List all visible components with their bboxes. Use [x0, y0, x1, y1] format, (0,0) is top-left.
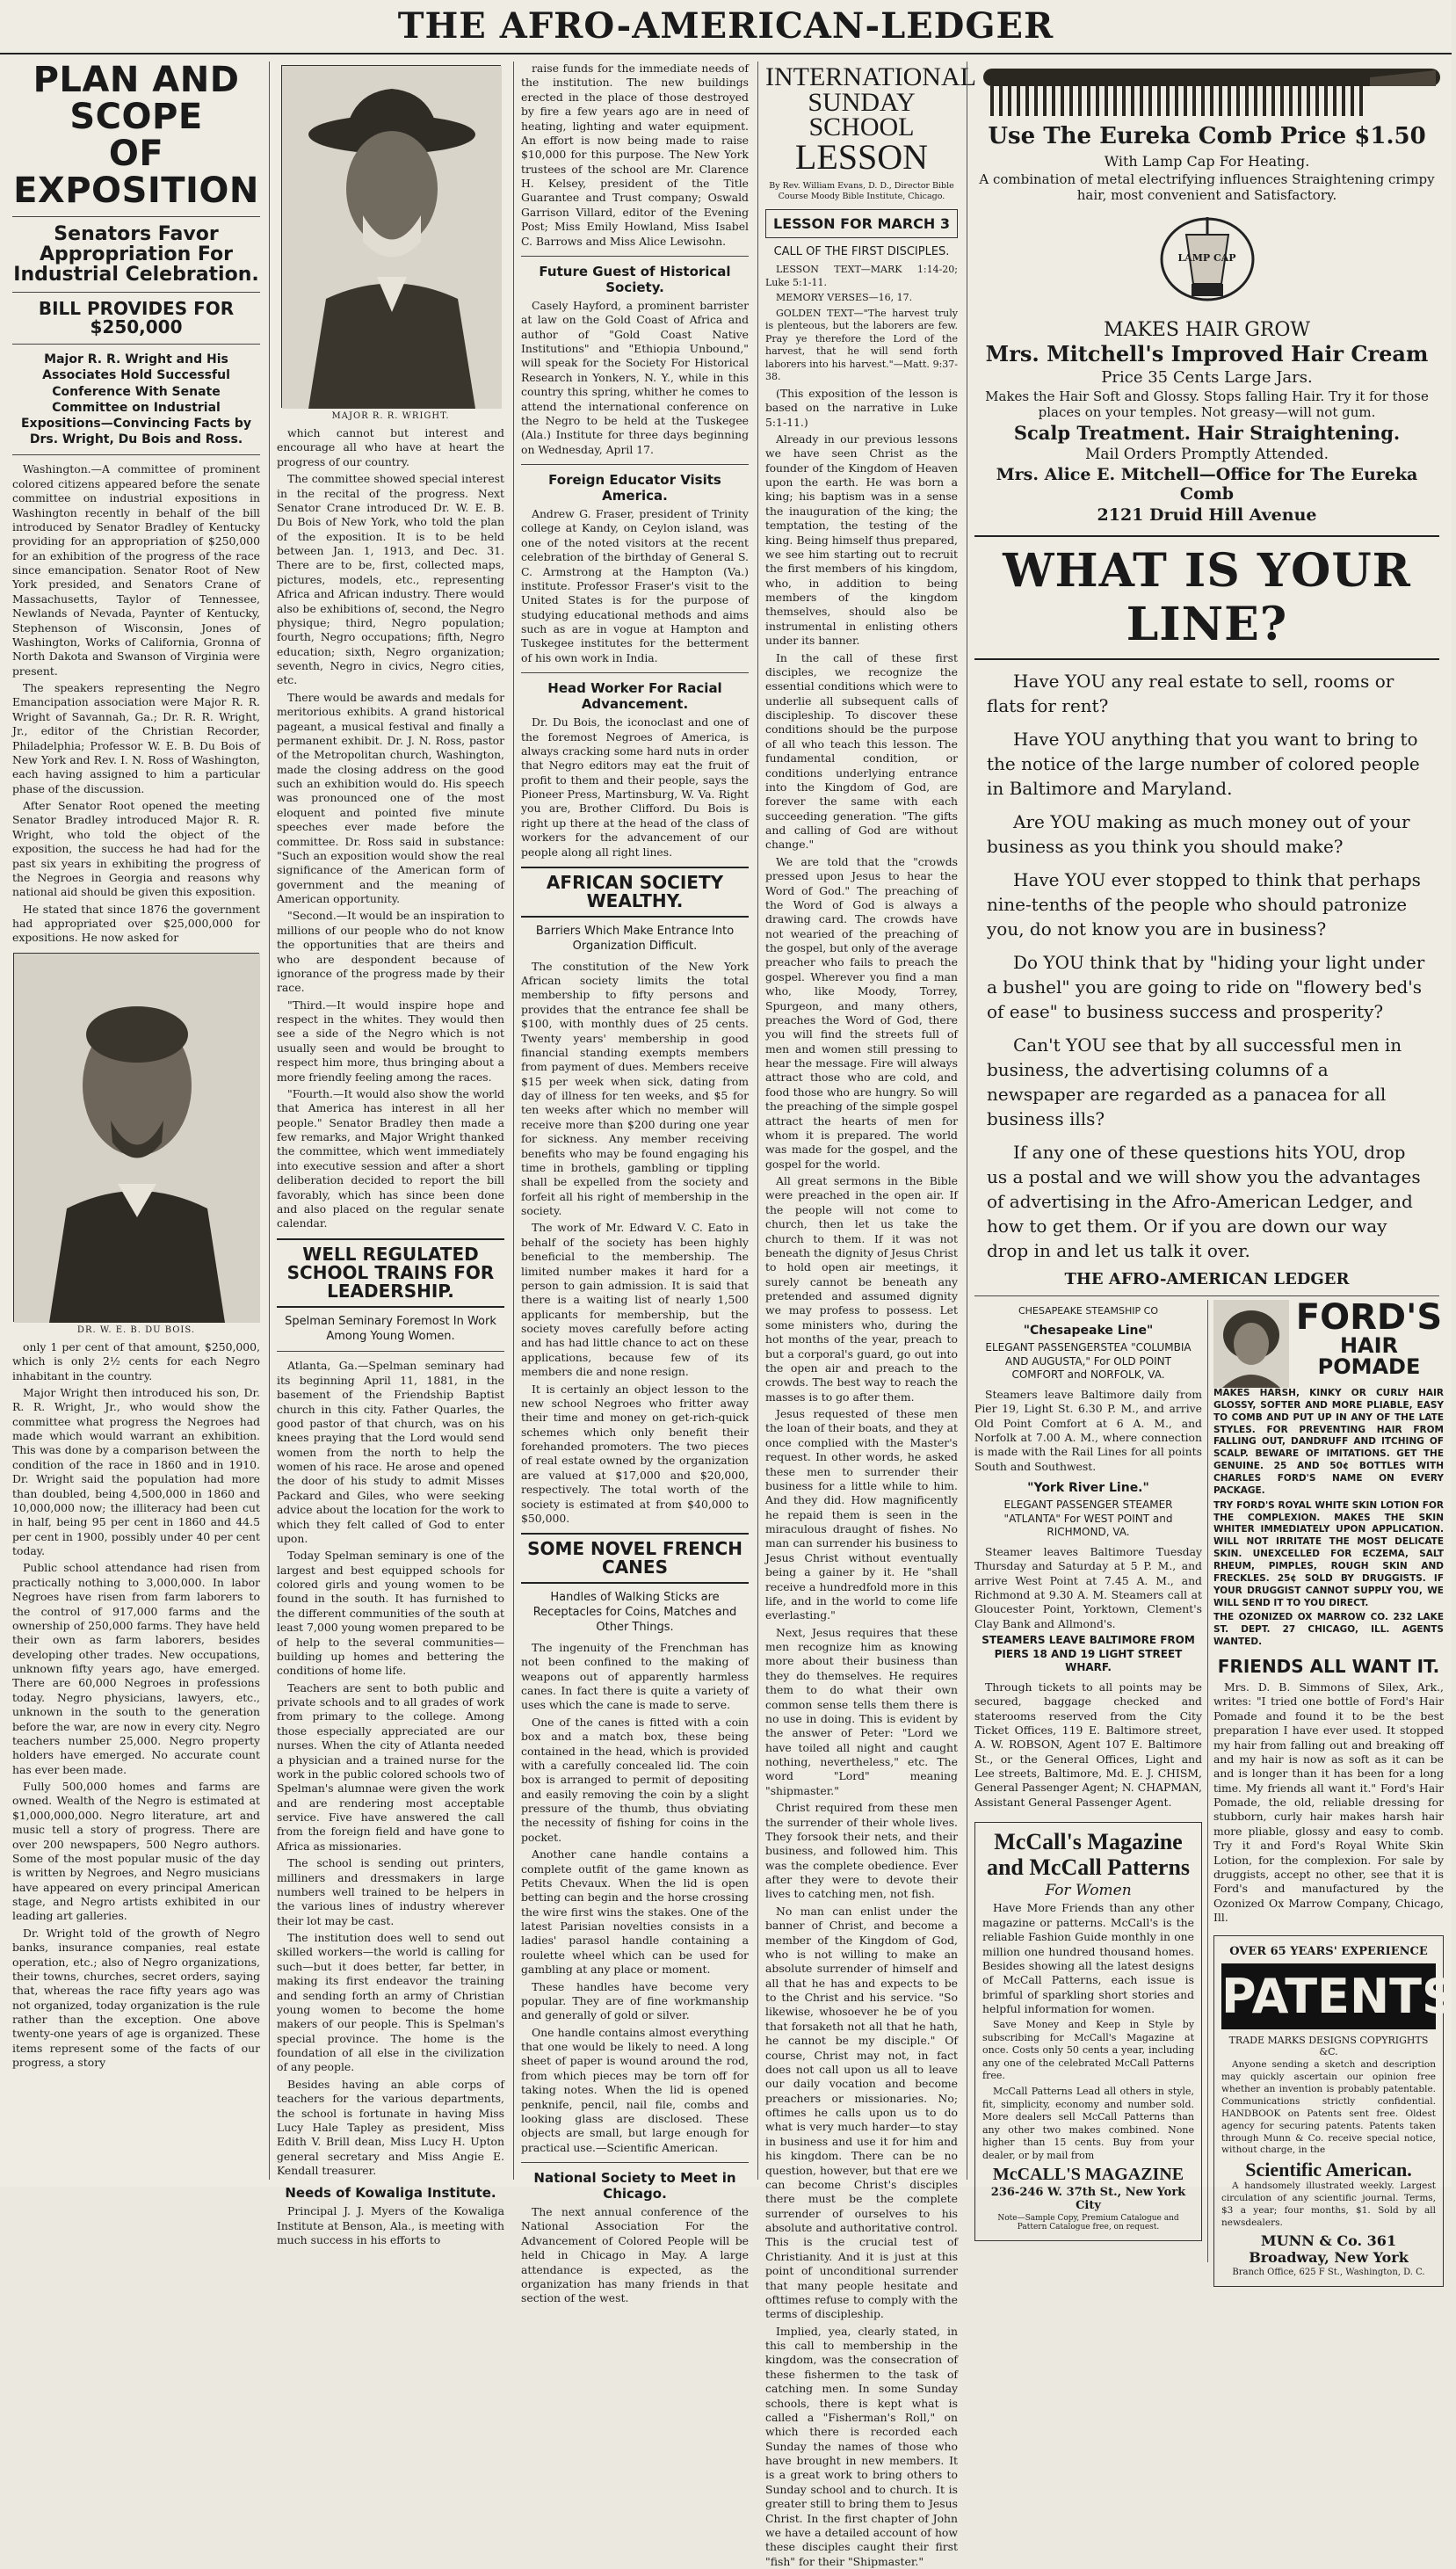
- article-paragraph: After Senator Root opened the meeting Senator Bradley introduced Major R. R. Wright, who told the object of the exposition, the success he had had for the past six years in exhibiting the progress of the Negroes in Georgia and reasons why national aid should be given this exposition.: [12, 799, 260, 899]
- article-paragraph: "Third.—It would inspire hope and respect in the whites. They would then see a side of the Negro which is not usually seen and would be brought to respect him more, thus bringing about a more friendly feeling among the races.: [277, 998, 504, 1084]
- hair-cream-benefits: Makes the Hair Soft and Glossy. Stops falling Hair. Try it for those places on your temples. Not greasy—will not gum.: [985, 388, 1429, 420]
- deck-major-wright: Major R. R. Wright and His Associates Hold Successful Conference With Senate Committee on Industrial Expositions—Convincing Facts by Drs. Wright, Du Bois and Ross.: [20, 352, 252, 447]
- headline-foreign-educator: Foreign Educator Visits America.: [548, 472, 721, 504]
- eureka-comb-headline: Use The Eureka Comb Price $1.50: [988, 123, 1426, 149]
- patents-ad: [1213, 1935, 1456, 2287]
- mccall-save: Save Money and Keep in Style by subscribing for McCall's Magazine at once. Costs only 50 cents a year, including any one of the celebrated McCall Patterns free.: [982, 2019, 1194, 2082]
- ad-question: If any one of these questions hits YOU, drop us a postal and we will show you the advantages of advertising in the Afro-American Ledger, and how to get them. Or if you are down our way drop in and let us talk it over.: [987, 1142, 1421, 1261]
- comb-icon: [983, 65, 1440, 120]
- sunday-school-title: [765, 62, 976, 177]
- headline-spelman: WELL REGULATED SCHOOL TRAINS FOR LEADERSHIP.: [277, 1238, 504, 1308]
- hair-cream-price: Price 35 Cents Large Jars.: [1101, 368, 1313, 387]
- article-paragraph: There would be awards and medals for meritorious exhibits. A grand historical pageant, a musical festival and finally a permanent exhibit. Dr. J. N. Ross, pastor of the Metropolitan church, Washington, made the closing address on the good such an exhibition would do. His speech was pronounced one of the most eloquent and pointed five minute speeches ever made before the committee. Dr. Ross said in substance: "Such an exposition would show the real significance of the American form of government and the meaning of American opportunity.: [277, 690, 504, 905]
- lesson-paragraph: (This exposition of the lesson is based on the narrative in Luke 5:1-11.): [765, 386, 958, 429]
- lesson-golden-text: GOLDEN TEXT—"The harvest truly is plenteous, but the laborers are few. Pray ye therefore the Lord of the harvest, that he will send forth laborers into his harvest."—Matt. 9:37-38.: [765, 307, 958, 383]
- article-paragraph: He stated that since 1876 the government had appropriated over $25,000,000 for expositions. He now asked for: [12, 902, 260, 945]
- lesson-paragraph: We are told that the "crowds pressed upon Jesus to hear the Word of God." The preaching of the Word of God is always a drawing card. The crowds have not wearied of the preaching of the gospel, but only of the average preacher who fails to preach the gospel. Wherever you find a man who, like Moody, Torrey, Spurgeon, and many others, preaches the Word of God, there you will find the streets full of men and women still pressing to hear the message. Fire will always attract those who are cold, and food those who are hungry. So will the preaching of the simple gospel attract the hearts of men for whom it is prepared. The world was made for the gospel, and the gospel for the world.: [765, 854, 958, 1171]
- article-paragraph: Major Wright then introduced his son, Dr. R. R. Wright, Jr., who would show the committee what progress the Negroes had made which would warrant an exhibition. This was done by a comparison between the condition of the race in 1860 and in 1910. Dr. Wright said the population had more than doubled, being 4,500,000 in 1860 and 10,000,000 now; the illiteracy had been cut in half, being 95 per cent in 1860 and 44.5 per cent in 1900, possibly under 40 per cent today.: [12, 1385, 260, 1558]
- patents-tail: A handsomely illustrated weekly. Largest circulation of any scientific journal. Terms, $3 a year; four months, $1. Sold by all newsdealers.: [1221, 2181, 1436, 2229]
- article-paragraph: Casely Hayford, a prominent barrister at law on the Gold Coast of Africa and author of "Gold Coast Native Institutions" and "Ethiopia Unbound," will speak for the Society For Historical Research in Yonkers, N. Y., while in this country this spring, whither he comes to attend the international conference on the Negro to be held at the Tuskegee (Ala.) Institute for three days beginning on Wednesday, April 17.: [521, 298, 749, 456]
- article-paragraph: Fully 500,000 homes and farms are owned. Wealth of the Negro is estimated at $1,000,000,000. Negro literature, art and music tell a story of progress. There are over 200 newspapers, 500 Negro authors. Some of the most popular music of the day is written by Negroes, and Negro musicians have appeared on every principal American stage, and Negro artists exhibited in our leading art galleries.: [12, 1780, 260, 1923]
- lesson-paragraph: Implied, yea, clearly stated, in this call to membership in the kingdom, was the consecration of these fishermen to the task of catching men. In some Sunday schools, there is kept what is called a "Fisherman's Roll," on which there is recorded each Sunday the names of those who have brought in new members. It is a great work to bring others to Sunday school and to church. It is greater still to bring them to Jesus Christ. In the first chapter of John we have a detailed account of how these disciples caught their first "fish" for their "Shipmaster.": [765, 2324, 958, 2568]
- hair-cream-address: 2121 Druid Hill Avenue: [1097, 505, 1317, 525]
- fords-company: THE OZONIZED OX MARROW CO. 232 LAKE ST. DEPT. 27 CHICAGO, ILL. AGENTS WANTED.: [1213, 1612, 1444, 1648]
- portrait-caption-wright: MAJOR R. R. WRIGHT.: [331, 411, 450, 421]
- subhead-french-canes: Handles of Walking Sticks are Receptacles for Coins, Matches and Other Things.: [532, 1591, 737, 1635]
- mccall-ad: [974, 1822, 1202, 2241]
- article-paragraph: "Fourth.—It would also show the world that America has interest in all her people." Senator Bradley then made a few remarks, and Major Wright thanked the committee, which went immediately into executive session and after a short deliberation decided to report the bill favorably, which has since been done and also placed on the regular senate calendar.: [277, 1086, 504, 1230]
- ssl-title-line-2: SUNDAY SCHOOL: [808, 87, 916, 142]
- mccall-address: 236-246 W. 37th St., New York City: [990, 2186, 1186, 2213]
- headline-french-canes: SOME NOVEL FRENCH CANES: [521, 1533, 749, 1584]
- article-paragraph: Besides having an able corps of teachers for the various departments, the school is fortunate in having Miss Lucy Hale Tapley as president, Miss Edith V. Brill dean, Miss Lucy H. Upton general secretary and Miss Angie E. Kendall treasurer.: [277, 2077, 504, 2178]
- lesson-paragraph: Christ required from these men the surrender of their whole lives. They forsook their nets, and their business, and followed him. This was the complete obedience. Ever after they were to devote their lives to catching men, not fish.: [765, 1801, 958, 1901]
- column-5-ads: [967, 62, 1456, 2277]
- chesapeake-tickets: Through tickets to all points may be secured, baggage checked and staterooms reserved from the City Ticket Offices, 119 E. Baltimore street, A. W. ROBSON, Agent 107 E. Baltimore St., or the General Offices, Light and Lee streets, Baltimore, Md. E. J. CHISM, General Passenger Agent; N. CHAPMAN, Assistant General Passenger Agent.: [974, 1680, 1202, 1809]
- masthead: THE AFRO-AMERICAN-LEDGER: [0, 5, 1452, 54]
- mccall-for-women: For Women: [1045, 1882, 1132, 1900]
- headline-african-society: AFRICAN SOCIETY WEALTHY.: [521, 867, 749, 918]
- lesson-paragraph: Already in our previous lessons we have seen Christ as the founder of the Kingdom of Heaven upon the earth. He was born a king; his baptism was in a sense the inauguration of the king; the temptation, the testing of the king. Being himself thus prepared, we see him starting out to recruit the first members of his kingdom, who, in addition to being members of the kingdom themselves, should also be instrumental in enlisting others under its banner.: [765, 432, 958, 648]
- article-paragraph: The work of Mr. Edward V. C. Eato in behalf of the society has been highly beneficial to the membership. The limited number makes it hard for a person to gain admission. It is said that there is a waiting list of nearly 1,500 applicants for membership, but the society moves carefully before acting and has had little chance to act on these applications, because few of its members die and none resign.: [521, 1221, 749, 1379]
- ssl-title-line-3: LESSON: [794, 136, 929, 177]
- headline-historical-society: Future Guest of Historical Society.: [539, 263, 731, 295]
- patents-experience: OVER 65 YEARS' EXPERIENCE: [1229, 1945, 1428, 1959]
- portrait-major-wright: [281, 65, 501, 408]
- article-paragraph: which cannot but interest and encourage all who have at heart the progress of our country.: [277, 426, 504, 468]
- headline-line-2: OF EXPOSITION: [13, 134, 259, 211]
- lesson-date-box: LESSON FOR MARCH 3: [765, 209, 958, 238]
- fords-woman-portrait-icon: [1213, 1300, 1289, 1388]
- article-paragraph: It is certainly an object lesson to the new school Negroes who fritter away their time and money on get-rich-quick schemes which only benefit their forehanded promoters. The two pieces of real estate owned by the organization are valued at $17,000 and $20,000, respectively. The total worth of the society is estimated at from $40,000 to $50,000.: [521, 1382, 749, 1525]
- headline-head-worker: Head Worker For Racial Advancement.: [547, 680, 722, 713]
- lower-ads-left: [974, 1300, 1208, 2262]
- friends-testimonial: Mrs. D. B. Simmons of Silex, Ark., writes: "I tried one bottle of Ford's Hair Pomade and found it to be the best preparation I have ever used. It stopped my hair from falling out and breaking off and my hair is now as soft as it can be and is longer than it has been for a long time. My friends all want it." Ford's Hair Pomade, the old, reliable dressing for stubborn, curly hair makes harsh hair more pliable, glossy and easy to comb. Try it and Ford's Royal White Skin Lotion, for the complexion. For sale by druggists, accept no other, see that it is Ford's and manufactured by the Ozonized Ox Marrow Company, Chicago, Ill.: [1213, 1680, 1444, 1925]
- article-paragraph: Today Spelman seminary is one of the largest and best equipped schools for colored girls and young women to be found in the south. It has furnished to the different communities of the south at least 7,000 young women prepared to be of help to the several communities—building up homes and bettering the conditions of home life.: [277, 1549, 504, 1678]
- headline-line-1: PLAN AND SCOPE: [33, 60, 240, 137]
- headline-plan-scope: [12, 62, 260, 209]
- ad-question: Do YOU think that by "hiding your light under a bushel" you are going to ride on "flowery bed's of ease" to business success and prosperity?: [987, 952, 1425, 1022]
- article-paragraph: The ingenuity of the Frenchman has not been confined to the making of weapons out of apparently harmless canes. In fact there is quite a variety of uses which the cane is made to serve.: [521, 1640, 749, 1712]
- hair-cream-product: Mrs. Mitchell's Improved Hair Cream: [985, 341, 1429, 366]
- munn-branch: Branch Office, 625 F St., Washington, D. C.: [1232, 2267, 1425, 2277]
- headline-kowaliga: Needs of Kowaliga Institute.: [285, 2185, 496, 2202]
- article-paragraph: "Second.—It would be an inspiration to millions of our people who do not know the opportunities that are theirs and who are despondent because of ignorance of the progress made by their race.: [277, 909, 504, 995]
- article-paragraph: Andrew G. Fraser, president of Trinity college at Kandy, on Ceylon island, was one of the noted visitors at the recent celebration of the birthday of General S. C. Armstrong at the Hampton (Va.) institute. Professor Fraser's visit to the United States is for the purpose of studying educational methods and aims such as are in vogue at Hampton and Tuskegee institutes for the betterment of his own work in India.: [521, 507, 749, 664]
- ad-question: Can't YOU see that by all successful men in business, the advertising columns of a newspaper are regarded as a panacea for all business ills?: [987, 1034, 1402, 1129]
- article-paragraph: The constitution of the New York African society limits the total membership to fifty persons and provides that the entrance fee shall be $100, with monthly dues of 25 cents. Twenty years' membership in good financial standing exempts members from payment of dues. Members receive $15 per week when sick, dating from day of illness for ten weeks, and $5 for ten weeks after which no member will receive more than $200 during one year for sickness. Any member receiving benefits who may be found engaging his time in brothels, gambling or tippling shall be expelled from the society and forfeit all his right of membership in the society.: [521, 959, 749, 1218]
- fords-royal-white: TRY FORD'S ROYAL WHITE SKIN LOTION FOR THE COMPLEXION. MAKES THE SKIN WHITER IMMEDIATELY UPON APPLICATION. WILL NOT IRRITATE THE MOST DELICATE SKIN. UNEXCELLED FOR ECZEMA, SALT RHEUM, PIMPLES, ROUGH SKIN AND FRECKLES. 25¢ SOLD BY DRUGGISTS. IF YOUR DRUGGIST CANNOT SUPPLY YOU, WE WILL SEND IT TO YOU DIRECT.: [1213, 1499, 1444, 1608]
- lower-ads-right: [1213, 1297, 1456, 2277]
- hair-cream-office: Mrs. Alice E. Mitchell—Office for The Eureka Comb: [996, 465, 1418, 504]
- hair-cream-treatment: Scalp Treatment. Hair Straightening.: [1013, 422, 1401, 444]
- mccall-title: McCall's Magazine and McCall Patterns: [986, 1829, 1191, 1880]
- article-paragraph: Principal J. J. Myers of the Kowaliga Institute at Benson, Ala., is meeting with much success in his efforts to: [277, 2204, 504, 2247]
- lesson-paragraph: Next, Jesus requires that these men recognize him as knowing more about their business than they do themselves. He requires them to do what their own common sense tells them there is no use in doing. This is evident by the answer of Peter: "Lord we have toiled all night and caught nothing, nevertheless," etc. The word "Lord" meaning "shipmaster.": [765, 1625, 958, 1797]
- lesson-memory-verses: MEMORY VERSES—16, 17.: [776, 292, 913, 304]
- ad-question: Are YOU making as much money out of your business as you think you should make?: [987, 811, 1410, 857]
- article-paragraph: The next annual conference of the National Association For the Advancement of Colored People will be held in Chicago in May. A large attendance is expected, as the organization has many friends in that section of the west.: [521, 2205, 749, 2305]
- portrait-wright-illustration: [282, 66, 502, 409]
- article-paragraph: Public school attendance had risen from practically nothing to 3,000,000. In labor Negroes have risen from farm laborers to the control of 917,000 farms and the ownership of 250,000 farms. They have held their own as farm laborers, besides developing other trades. New occupations, unknown fifty years ago, have emerged. There are 60,000 Negroes in professions today. Negro physicians, lawyers, etc., unknown in the south to the generation before the war, are now in every city. Negro teachers number 25,000. Negro property holders have emerged. No accurate count has ever been made.: [12, 1561, 260, 1776]
- fords-title: [1294, 1297, 1444, 1388]
- patents-body: Anyone sending a sketch and description may quickly ascertain our opinion free whether an invention is probably patentable. Communications strictly confidential. HANDBOOK on Patents sent free. Oldest agency for securing patents. Patents taken through Munn & Co. receive special notice, without charge, in the: [1221, 2059, 1436, 2156]
- article-paragraph: Another cane handle contains a complete outfit of the game known as Petits Chevaux. When the lid is open betting can begin and the horse crossing the wire first wins the stakes. One of the latest Parisian novelties consists in a ladies' parasol handle containing a roulette wheel which can be used for gambling at any place or moment.: [521, 1847, 749, 1977]
- lesson-paragraph: In the call of these first disciples, we recognize the essential conditions which were to underlie all subsequent calls of discipleship. To discover these conditions should be the purpose of all who teach this lesson. The fundamental condition, or conditions underlying entrance into the Kingdom of God, are forever the same with each succeeding generation. "The gifts and calling of God are without change.": [765, 650, 958, 852]
- article-paragraph: Atlanta, Ga.—Spelman seminary had its beginning April 11, 1881, in the basement of the Friendship Baptist church in this city. Father Quarles, the good pastor of that church, was on his knees praying that the Lord would send women from the north to help the women of his race. He arose and opened the door of his study to admit Misses Packard and Giles, who were seeking advice about the location for the work to which they felt called of God to enter upon.: [277, 1359, 504, 1545]
- lower-ads-area: [974, 1295, 1456, 2277]
- mccall-company: McCALL'S MAGAZINE: [992, 2165, 1184, 2185]
- fords-desc: MAKES HARSH, KINKY OR CURLY HAIR GLOSSY, SOFTER AND MORE PLIABLE, EASY TO COMB AND PUT UP IN ANY OF THE LATE STYLES. FOR PREVENTING HAIR FROM FALLING OUT, DANDRUFF AND ITCHING OF SCALP. BEWARE OF IMITATIONS. GET THE GENUINE. 25 AND 50¢ BOTTLES WITH CHARLES FORD'S NAME ON EVERY PACKAGE.: [1213, 1388, 1444, 1496]
- york-river-schedule: Steamer leaves Baltimore Tuesday Thursday and Saturday at 5 P. M., and arrive West Point at 7.45 A. M., and Richmond at 9.30 A. M. Steamers call at Gloucester Point, Yorktown, Clement's Clay Bank and Allmond's.: [974, 1544, 1202, 1630]
- article-paragraph: The school is sending out printers, milliners and dressmakers in large numbers well trained to be helpers in the various lines of industry wherever their lot may be cast.: [277, 1856, 504, 1927]
- article-paragraph: These handles have become very popular. They are of fine workmanship and generally of gold or silver.: [521, 1979, 749, 2022]
- lamp-cap-label: LAMP CAP: [1177, 252, 1236, 264]
- column-2: [269, 62, 511, 2247]
- subhead-senators: Senators Favor Appropriation For Industrial Celebration.: [13, 223, 259, 287]
- ad-question: Have YOU anything that you want to bring to the notice of the large number of colored people in Baltimore and Maryland.: [987, 729, 1420, 799]
- mccall-body: Have More Friends than any other magazine or patterns. McCall's is the reliable Fashion Guide monthly in one million one hundred thousand homes. Besides showing all the latest designs of McCall Patterns, each issue is brimful of sparkling short stories and helpful information for women.: [982, 1901, 1194, 2016]
- makes-hair-grow: MAKES HAIR GROW: [1103, 319, 1311, 341]
- article-paragraph: Teachers are sent to both public and private schools and to all grades of work from primary to the college. Among those especially appreciated are our nurses. When the city of Atlanta needed a physician and a trained nurse for the work in the public colored schools two of Spelman's alumnae were given the work and are rendering most acceptable service. Five have answered the call from the foreign field and have gone to Africa as missionaries.: [277, 1680, 504, 1853]
- article-paragraph: One handle contains almost everything that one would be likely to need. A long sheet of paper is wound around the rod, from which pieces may be torn off for taking notes. When the lid is opened penknife, pencil, nail file, combs and looking glass are disclosed. These objects are small, but large enough for practical use.—Scientific American.: [521, 2025, 749, 2154]
- article-paragraph: Dr. Du Bois, the iconoclast and one of the foremost Negroes of America, is always cracking some hard nuts in order that Negro editors may eat the fruit of profit to them and their people, says the Pioneer Press, Martinsburg, W. Va. Right you are, Brother Clifford. Du Bois is right up there at the head of the class of workers for the advancement of our people along all right lines.: [521, 715, 749, 859]
- article-paragraph: The committee showed special interest in the recital of the progress. Next Senator Crane introduced Dr. W. E. B. Du Bois of New York, who told the plan of the exposition. It is to be held between Jan. 1, 1913, and Dec. 31. There are to be, first, collected maps, pictures, models, etc., representing Africa and African industry. There would also be exhibitions of, second, the Negro physique; third, Negro population; fourth, Negro occupations; fifth, Negro education; sixth, Negro organization; seventh, Negro in civics, Negro cities, etc.: [277, 472, 504, 687]
- friends-all-want-it: FRIENDS ALL WANT IT.: [1217, 1656, 1440, 1678]
- headline-national-society: National Society to Meet in Chicago.: [533, 2170, 736, 2203]
- article-paragraph: One of the canes is fitted with a coin box and a match box, these being contained in the head, which is provided with a carefully concealed lid. The coin box is arranged to permit of depositing and easily removing the coin by a slight pressure of the thumb, thus obviating the necessity of fishing for coins in the pocket.: [521, 1715, 749, 1844]
- column-4: [757, 62, 976, 2568]
- fords-title-line-1: FORD'S: [1295, 1297, 1443, 1338]
- portrait-caption-du-bois: DR. W. E. B. DU BOIS.: [76, 1324, 196, 1335]
- chesapeake-ships: ELEGANT PASSENGERSTEA "COLUMBIA AND AUGUSTA," For OLD POINT COMFORT and NORFOLK, VA.: [985, 1341, 1192, 1382]
- article-paragraph: Dr. Wright told of the growth of Negro banks, insurance companies, real estate operation, etc.; also of Negro organizations, their towns, churches, secret orders, saying that, whereas the race fifty years ago was not organized, today organization is the rule rather than the exception. One above twenty-one years of age is organized. These items represent some of the facts of our progress, a story: [12, 1926, 260, 2070]
- ad-question: Have YOU any real estate to sell, rooms or flats for rent?: [987, 671, 1394, 716]
- what-is-your-line-signature: THE AFRO-AMERICAN LEDGER: [1064, 1270, 1350, 1288]
- lesson-text-ref: LESSON TEXT—MARK 1:14-20; Luke 5:1-11.: [765, 264, 958, 288]
- article-paragraph: The speakers representing the Negro Emancipation association were Major R. R. Wright of Savannah, Ga.; Dr. R. R. Wright, Jr., editor of the Christian Recorder, Philadelphia; Professor W. E. B. Du Bois of New York and Rev. I. N. Ross of Washington, each having assigned to him a particular phase of the discussion.: [12, 681, 260, 795]
- column-3: [513, 62, 756, 2305]
- mccall-note: Note—Sample Copy, Premium Catalogue and Pattern Catalogue free, on request.: [997, 2214, 1179, 2232]
- lesson-paragraph: Jesus requested of these men the loan of their boats, and they at once complied with the Master's request. In other words, he asked these men to surrender their business for a little while to him. And they did. How magnificently he repaid them is seen in the miraculous draught of fishes. No man can surrender his business to Jesus Christ without eventually being a gainer by it. He "shall receive a hundredfold more in this life, and in the world to come life everlasting.": [765, 1407, 958, 1622]
- column-1: [5, 62, 267, 2180]
- chesapeake-schedule: Steamers leave Baltimore daily from Pier 19, Light St. 6.30 P. M., and arrive Old Point Comfort at 6 A. M., and Norfolk at 7.00 A. M., where connection is made with the Rail Lines for all points South and Southwest.: [974, 1387, 1202, 1473]
- subhead-spelman: Spelman Seminary Foremost In Work Among Young Women.: [285, 1314, 496, 1343]
- ad-question: Have YOU ever stopped to think that perhaps nine-tenths of the people who should patronize you, do not know you are in business?: [987, 869, 1421, 940]
- article-paragraph: The institution does well to send out skilled workers—the world is calling for such—but it does better, far better, in making its first endeavor the training and sending forth an army of Christian young women to become the home makers of our people. This is Spelman's special province. The home is the foundation of all else in the civilization of any people.: [277, 1931, 504, 2074]
- lesson-paragraph: No man can enlist under the banner of Christ, and become a member of the Kingdom of God, who is not willing to make an absolute surrender of himself and all that he has and expects to be to the Christ and his service. "So likewise, whosoever he be of you that forsaketh not all that he hath, he cannot be my disciple." Of course, Christ may not, in fact does not call upon us all to leave our daily vocation and become preachers or missionaries. No; oftimes he calls upon us to do what is very much harder—to stay in business and use it for him and his kingdom. There can be no question, however, but that ere we can become Christ's disciples there must be the complete surrender of ourselves to his absolute and authoritative control. This is the crucial test of Christianity. And it is just at this point of unconditional surrender that many people hesitate and ofttimes refuse to comply with the terms of discipleship.: [765, 1904, 958, 2321]
- portrait-du-bois: [13, 953, 259, 1322]
- chesapeake-company: CHESAPEAKE STEAMSHIP CO: [1018, 1305, 1159, 1317]
- fords-title-line-2: HAIR POMADE: [1317, 1333, 1421, 1379]
- article-paragraph: Washington.—A committee of prominent colored citizens appeared before the senate committee on industrial expositions in Washington recently in behalf of the bill introduced by Senator Bradley of Kentucky providing for an appropriation of $250,000 for an exhibition of the progress of the race since emancipation. Senator Root of New York presided, and Senators Crane of Massachusetts, Taylor of Tennessee, Newlands of Nevada, Paynter of Kentucky, Stephenson of Wisconsin, Jones of Washington, Works of California, Gronna of North Dakota and Swanson of Virginia were present.: [12, 462, 260, 678]
- subhead-bill: BILL PROVIDES FOR $250,000: [38, 298, 235, 338]
- article-paragraph: raise funds for the immediate needs of the institution. The new buildings erected in the place of those destroyed by fire a few years ago are in need of heating, lighting and water equipment. An effort is now being made to raise $10,000 for this purpose. The New York trustees of the school are Mr. Clarence H. Kelsey, president of the Title Guarantee and Trust company; Oswald Garrison Villard, editor of the Evening Post; Miss Emily Howland, Miss Isabel C. Barrows and Miss Alice Lewisohn.: [521, 62, 749, 248]
- york-river-ships: ELEGANT PASSENGER STEAMER "ATLANTA" For WEST POINT and RICHMOND, VA.: [1003, 1499, 1173, 1539]
- munn-co: MUNN & Co. 361 Broadway, New York: [1249, 2232, 1409, 2266]
- ssl-title-line-1: INTERNATIONAL: [765, 62, 976, 91]
- what-is-your-line-headline: WHAT IS YOUR LINE?: [974, 535, 1439, 660]
- mccall-patterns: McCall Patterns Lead all others in style, fit, simplicity, economy and number sold. More dealers sell McCall Patterns than any other two makes combined. None higher than 15 cents. Buy from your dealer, or by mail from: [982, 2085, 1194, 2161]
- lamp-cap-illustration: [1146, 208, 1269, 314]
- scientific-american: Scientific American.: [1245, 2159, 1412, 2181]
- patents-title: PATENTS: [1221, 1963, 1436, 2029]
- chesapeake-line: "Chesapeake Line": [1023, 1324, 1154, 1338]
- article-paragraph: only 1 per cent of that amount, $250,000, which is only 2½ cents for each Negro inhabitant in the country.: [12, 1339, 260, 1382]
- eureka-comb-desc: A combination of metal electrifying influences Straightening crimpy hair, most convenient and Satisfactory.: [979, 171, 1435, 203]
- byline-evans: By Rev. William Evans, D. D., Director Bible Course Moody Bible Institute, Chicago.: [769, 180, 954, 201]
- subhead-african-society: Barriers Which Make Entrance Into Organization Difficult.: [535, 924, 735, 953]
- lesson-call-title: CALL OF THE FIRST DISCIPLES.: [773, 245, 950, 259]
- comb-illustration: [983, 65, 1431, 120]
- steamers-leave: STEAMERS LEAVE BALTIMORE FROM PIERS 18 AND 19 LIGHT STREET WHARF.: [982, 1634, 1195, 1674]
- fords-header: [1213, 1297, 1444, 1388]
- lesson-paragraph: All great sermons in the Bible were preached in the open air. If the people will not come to church, then let us take the church to them. If it was not beneath the dignity of Jesus Christ to hold open air meetings, it surely cannot be beneath any pretended and assumed dignity we may profess to possess. Let some ministers who, during the hot months of the year, preach to but a corporal's guard, go out into the open air and preach to the crowds. The best way to reach the masses is to go after them.: [765, 1174, 958, 1404]
- portrait-du-bois-illustration: [14, 954, 260, 1323]
- eureka-comb-sub: With Lamp Cap For Heating.: [1104, 153, 1310, 170]
- hair-cream-mail: Mail Orders Promptly Attended.: [1084, 446, 1329, 463]
- patents-marks: TRADE MARKS DESIGNS COPYRIGHTS &C.: [1228, 2035, 1429, 2058]
- york-river-line: "York River Line.": [1027, 1481, 1149, 1496]
